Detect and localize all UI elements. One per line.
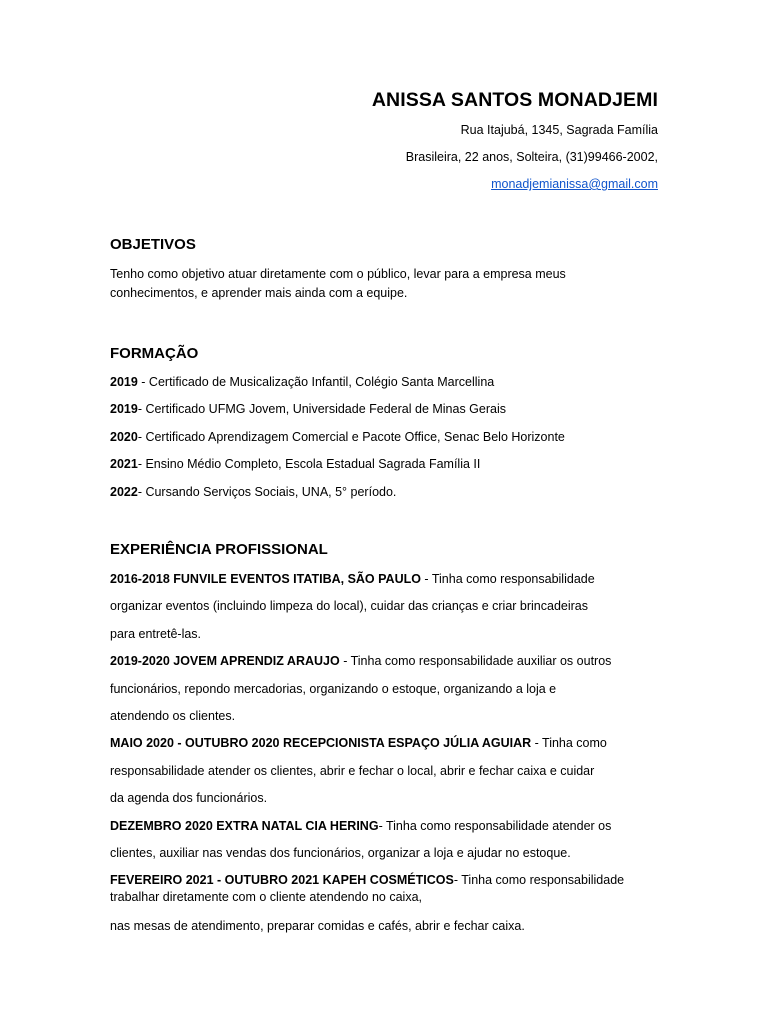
experiencia-line: nas mesas de atendimento, preparar comidas e cafés, abrir e fechar caixa. [110,919,525,934]
candidate-name: ANISSA SANTOS MONADJEMI [371,89,658,111]
experiencia-heading: 2019-2020 JOVEM APRENDIZ ARAUJO [110,654,340,669]
formacao-item: 2022- Cursando Serviços Sociais, UNA, 5° período. [110,484,397,499]
objetivos-title: OBJETIVOS [110,236,196,253]
experiencia-line: trabalhar diretamente com o cliente atendendo no caixa, [110,890,422,905]
experiencia-heading: DEZEMBRO 2020 EXTRA NATAL CIA HERING [110,818,379,833]
experiencia-line: clientes, auxiliar nas vendas dos funcionários, organizar a loja e ajudar no estoque. [110,846,571,861]
experiencia-item [110,566,630,648]
formacao-text: Certificado UFMG Jovem, Universidade Federal de Minas Gerais [145,402,506,417]
formacao-text: Cursando Serviços Sociais, UNA, 5° período. [145,484,397,499]
formacao-year: 2019 [110,402,138,417]
objetivos-text: Tenho como objetivo atuar diretamente com o público, levar para a empresa meus conhecimentos, e aprender mais ainda com a equipe. [110,267,566,300]
resume-header [158,86,658,193]
formacao-item: 2020- Certificado Aprendizagem Comercial e Pacote Office, Senac Belo Horizonte [110,429,565,444]
formacao-text: Ensino Médio Completo, Escola Estadual Sagrada Família II [145,457,481,472]
email-line [158,176,658,193]
experiencia-line: da agenda dos funcionários. [110,791,268,806]
experiencia-line: FEVEREIRO 2021 - OUTUBRO 2021 KAPEH COSMÉTICOS- Tinha como responsabilidade [110,873,625,888]
experiencia-line: para entretê-las. [110,626,202,641]
formacao-list [110,374,620,501]
formacao-item: 2019- Certificado UFMG Jovem, Universidade Federal de Minas Gerais [110,402,506,417]
experiencia-item [110,648,630,730]
experiencia-heading: MAIO 2020 - OUTUBRO 2020 RECEPCIONISTA ESPAÇO JÚLIA AGUIAR [110,736,532,751]
formacao-item: 2019 - Certificado de Musicalização Infantil, Colégio Santa Marcellina [110,375,495,389]
experiencia-line: 2016-2018 FUNVILE EVENTOS ITATIBA, SÃO PAULO - Tinha como responsabilidade [110,572,595,586]
experiencia-item [110,813,630,868]
experiencia-line: atendendo os clientes. [110,709,236,724]
formacao-year: 2021 [110,457,138,472]
formacao-year: 2019 [110,375,138,389]
experiencia-heading: 2016-2018 FUNVILE EVENTOS ITATIBA, SÃO PAULO [110,572,421,586]
experiencia-line: organizar eventos (incluindo limpeza do local), cuidar das crianças e criar brincadeiras [110,599,589,614]
address-line: Rua Itajubá, 1345, Sagrada Família [460,123,658,137]
experiencia-line: DEZEMBRO 2020 EXTRA NATAL CIA HERING- Tinha como responsabilidade atender os [110,818,612,833]
experiencia-line: 2019-2020 JOVEM APRENDIZ ARAUJO - Tinha como responsabilidade auxiliar os outros [110,654,612,669]
experiencia-line: responsabilidade atender os clientes, abrir e fechar o local, abrir e fechar caixa e cuidar [110,763,595,778]
experiencia-line: funcionários, repondo mercadorias, organizando o estoque, organizando a loja e [110,681,557,696]
personal-info-line: Brasileira, 22 anos, Solteira, (31)99466-2002, [405,150,658,164]
experiencia-heading: FEVEREIRO 2021 - OUTUBRO 2021 KAPEH COSMÉTICOS [110,873,454,888]
experiencia-section [110,540,630,935]
formacao-item: 2021- Ensino Médio Completo, Escola Estadual Sagrada Família II [110,457,481,472]
experiencia-list [110,566,630,935]
email-link[interactable]: monadjemianissa@gmail.com [491,177,658,191]
experiencia-title: EXPERIÊNCIA PROFISSIONAL [110,541,328,558]
experiencia-item [110,730,630,812]
formacao-year: 2022 [110,484,138,499]
formacao-section [110,344,620,501]
formacao-text: Certificado de Musicalização Infantil, Colégio Santa Marcellina [148,375,495,389]
formacao-title: FORMAÇÃO [110,345,199,362]
formacao-year: 2020 [110,429,138,444]
objetivos-section [110,235,620,303]
experiencia-line: MAIO 2020 - OUTUBRO 2020 RECEPCIONISTA ESPAÇO JÚLIA AGUIAR - Tinha como [110,736,607,751]
experiencia-item [110,872,630,935]
formacao-text: Certificado Aprendizagem Comercial e Pacote Office, Senac Belo Horizonte [145,429,565,444]
